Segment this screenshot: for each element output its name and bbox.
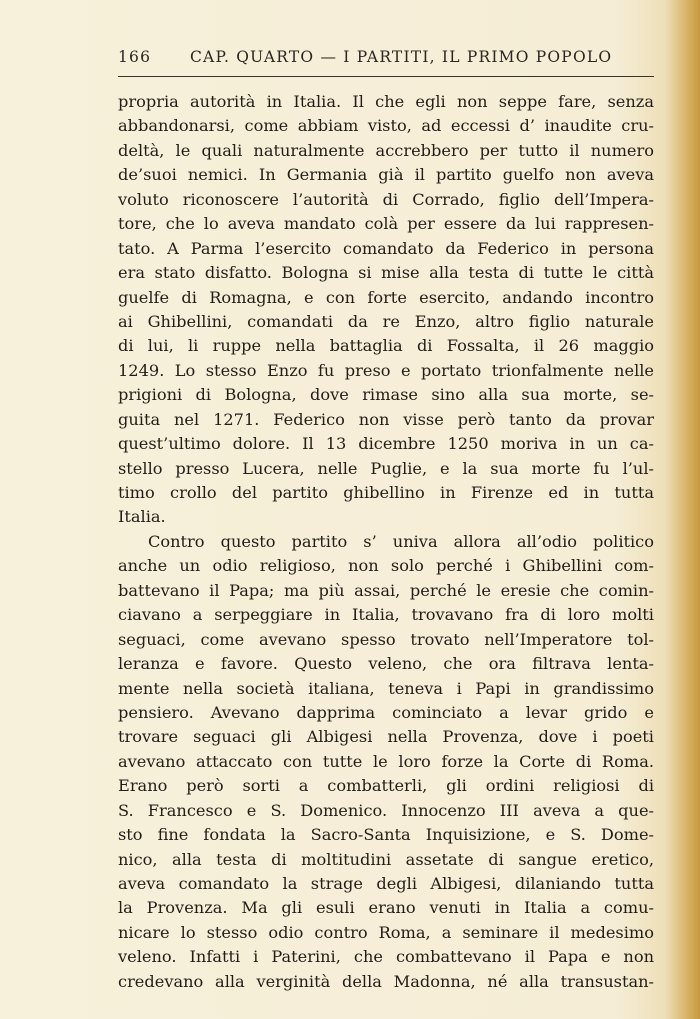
paragraph-first-line: Contro questo partito s’ univa allora all’odio politico: [148, 531, 654, 551]
page-header: [118, 48, 654, 72]
text-line: prigioni di Bologna, dove rimase sino alla sua morte, se-: [118, 385, 654, 405]
text-line: aveva comandato la strage degli Albigesi, dilaniando tutta: [118, 874, 654, 893]
text-line: S. Francesco e S. Domenico. Innocenzo III aveva a que-: [118, 800, 654, 820]
text-line: era stato disfatto. Bologna si mise alla testa di tutte le città: [118, 263, 654, 283]
text-line: seguaci, come avevano spesso trovato nell’Imperatore tol-: [118, 629, 654, 649]
text-line: di lui, li ruppe nella battaglia di Fossalta, il 26 maggio: [118, 336, 654, 356]
text-line: deltà, le quali naturalmente accrebbero per tutto il numero: [118, 140, 654, 160]
text-line: ciavano a serpeggiare in Italia, trovavano fra di loro molti: [118, 605, 654, 625]
text-line: tato. A Parma l’esercito comandato da Federico in persona: [118, 238, 654, 258]
text-line: battevano il Papa; ma più assai, perché le eresie che comin-: [118, 580, 654, 600]
text-line: pensiero. Avevano dapprima cominciato a levar grido e: [118, 702, 654, 722]
text-line: leranza e favore. Questo veleno, che ora filtrava lenta-: [118, 654, 654, 674]
text-line: guelfe di Romagna, e con forte esercito, andando incontro: [118, 287, 654, 307]
text-line: ai Ghibellini, comandati da re Enzo, altro figlio naturale: [118, 311, 654, 331]
text-line: abbandonarsi, come abbiam visto, ad eccessi d’ inaudite cru-: [118, 116, 654, 136]
text-line: mente nella società italiana, teneva i Papi in grandissimo: [118, 678, 654, 698]
text-line: veleno. Infatti i Paterini, che combattevano il Papa e non: [118, 947, 654, 967]
header-rule: [118, 76, 654, 77]
body-text: [118, 90, 654, 994]
text-line: de’suoi nemici. In Germania già il partito guelfo non aveva: [118, 165, 654, 185]
text-line: timo crollo del partito ghibellino in Firenze ed in tutta: [118, 483, 654, 502]
running-head: CAP. QUARTO — I PARTITI, IL PRIMO POPOLO: [190, 48, 613, 66]
text-line: Erano però sorti a combatterli, gli ordini religiosi di: [118, 776, 654, 796]
text-line: credevano alla verginità della Madonna, né alla transustan-: [118, 971, 654, 991]
text-line: stello presso Lucera, nelle Puglie, e la sua morte fu l’ul-: [118, 458, 654, 478]
text-line: nico, alla testa di moltitudini assetate di sangue eretico,: [118, 849, 654, 869]
text-line: trovare seguaci gli Albigesi nella Provenza, dove i poeti: [118, 727, 654, 747]
text-line: guita nel 1271. Federico non visse però tanto da provar: [118, 409, 654, 429]
text-line: propria autorità in Italia. Il che egli non seppe fare, senza: [118, 92, 654, 111]
text-line: anche un odio religioso, non solo perché i Ghibellini com-: [118, 556, 654, 576]
text-line: tore, che lo aveva mandato colà per essere da lui rappresen-: [118, 214, 654, 234]
text-line: avevano attaccato con tutte le loro forze la Corte di Roma.: [118, 751, 654, 771]
text-line: la Provenza. Ma gli esuli erano venuti in Italia a comu-: [118, 898, 654, 918]
text-line: nicare lo stesso odio contro Roma, a seminare il medesimo: [118, 922, 654, 942]
text-line: sto fine fondata la Sacro-Santa Inquisizione, e S. Dome-: [118, 825, 654, 845]
text-line: 1249. Lo stesso Enzo fu preso e portato trionfalmente nelle: [118, 360, 654, 380]
text-line: voluto riconoscere l’autorità di Corrado, figlio dell’Impera-: [118, 189, 654, 209]
page-number: 166: [118, 48, 152, 66]
text-line: quest’ultimo dolore. Il 13 dicembre 1250 moriva in un ca-: [118, 434, 654, 454]
paragraph-last-line: Italia.: [118, 507, 166, 527]
